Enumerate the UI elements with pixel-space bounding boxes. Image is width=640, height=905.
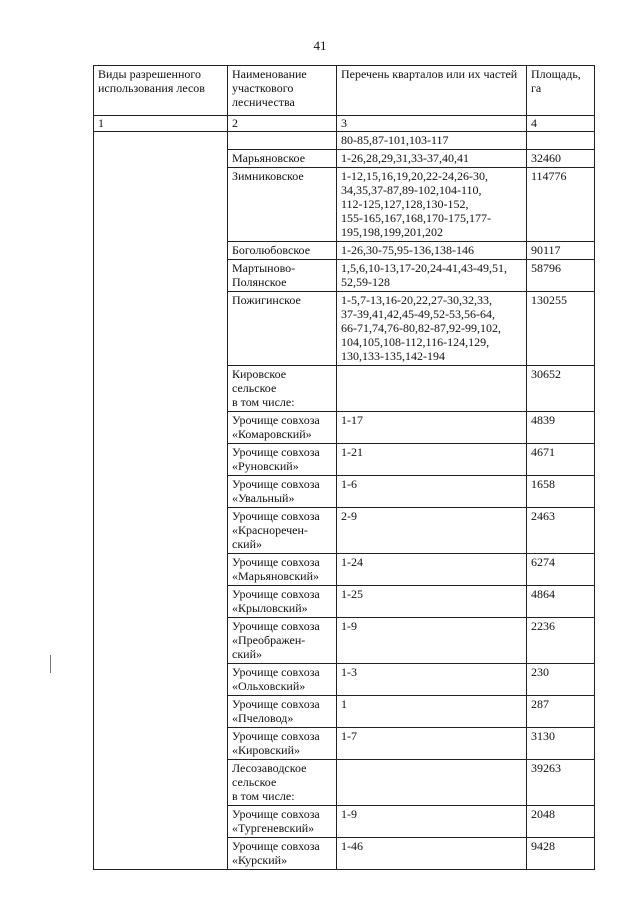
area-value: 2236 — [527, 618, 595, 664]
quarters-list: 1-26,28,29,31,33-37,40,41 — [337, 150, 527, 168]
page-number: 41 — [313, 38, 327, 53]
column-number-row — [94, 116, 595, 132]
header-row — [94, 66, 595, 116]
forest-use-type-cell — [94, 132, 228, 870]
area-value: 2048 — [527, 806, 595, 838]
quarters-list: 1-9 — [337, 806, 527, 838]
quarters-list: 1-21 — [337, 444, 527, 476]
forestry-name: Кировское сельское в том числе: — [228, 366, 337, 412]
quarters-list: 1-3 — [337, 664, 527, 696]
area-value: 4671 — [527, 444, 595, 476]
column-number-3: 3 — [337, 116, 527, 132]
forestry-name: Урочище совхоза «Кировский» — [228, 728, 337, 760]
forestry-name: Мартыново- Полянское — [228, 260, 337, 292]
quarters-list — [337, 760, 527, 806]
forestry-name: Зимниковское — [228, 168, 337, 242]
area-value: 58796 — [527, 260, 595, 292]
area-value: 2463 — [527, 508, 595, 554]
quarters-list: 1-7 — [337, 728, 527, 760]
forestry-name: Урочище совхоза «Руновский» — [228, 444, 337, 476]
quarters-list: 1-24 — [337, 554, 527, 586]
quarters-list: 1-25 — [337, 586, 527, 618]
forestry-name: Урочище совхоза «Тургеневский» — [228, 806, 337, 838]
forestry-name: Урочище совхоза «Ольховский» — [228, 664, 337, 696]
column-number-2: 2 — [228, 116, 337, 132]
quarters-list: 1 — [337, 696, 527, 728]
header-forestry-name: Наименование участкового лесничества — [228, 66, 337, 116]
quarters-list: 1-9 — [337, 618, 527, 664]
header-forest-use-type: Виды разрешенного использования лесов — [94, 66, 228, 116]
quarters-list: 1-46 — [337, 838, 527, 870]
area-value: 114776 — [527, 168, 595, 242]
forestry-name: Урочище совхоза «Увальный» — [228, 476, 337, 508]
area-value: 30652 — [527, 366, 595, 412]
quarters-list: 1-17 — [337, 412, 527, 444]
quarters-list: 2-9 — [337, 508, 527, 554]
area-value: 1658 — [527, 476, 595, 508]
continuation-area-cell — [527, 132, 595, 150]
area-value: 90117 — [527, 242, 595, 260]
area-value: 3130 — [527, 728, 595, 760]
forest-use-table — [93, 65, 595, 870]
header-area: Площадь, га — [527, 66, 595, 116]
quarters-list: 1-26,30-75,95-136,138-146 — [337, 242, 527, 260]
header-quarters-list: Перечень кварталов или их частей — [337, 66, 527, 116]
forestry-name: Урочище совхоза «Комаровский» — [228, 412, 337, 444]
column-number-4: 4 — [527, 116, 595, 132]
area-value: 130255 — [527, 292, 595, 366]
area-value: 9428 — [527, 838, 595, 870]
forestry-name: Боголюбовское — [228, 242, 337, 260]
area-value: 4839 — [527, 412, 595, 444]
area-value: 39263 — [527, 760, 595, 806]
forestry-name: Марьяновское — [228, 150, 337, 168]
forestry-name: Лесозаводское сельское в том числе: — [228, 760, 337, 806]
forestry-name: Урочище совхоза «Курский» — [228, 838, 337, 870]
forestry-name: Урочище совхоза «Пчеловод» — [228, 696, 337, 728]
area-value: 32460 — [527, 150, 595, 168]
continuation-name-cell — [228, 132, 337, 150]
column-number-1: 1 — [94, 116, 228, 132]
forestry-name: Урочище совхоза «Красноречен- ский» — [228, 508, 337, 554]
quarters-list: 1-12,15,16,19,20,22-24,26-30, 34,35,37-87,89-102,104-110, 112-125,127,128,130-152, 155-165,167,168,170-175,177- 195,198,199,201,202 — [337, 168, 527, 242]
quarters-list: 1,5,6,10-13,17-20,24-41,43-49,51, 52,59-128 — [337, 260, 527, 292]
area-value: 230 — [527, 664, 595, 696]
quarters-list: 1-6 — [337, 476, 527, 508]
area-value: 4864 — [527, 586, 595, 618]
quarters-list: 1-5,7-13,16-20,22,27-30,32,33, 37-39,41,42,45-49,52-53,56-64, 66-71,74,76-80,82-87,92-99,102, 104,105,108-112,116-124,129, 130,133-135,142-194 — [337, 292, 527, 366]
area-value: 287 — [527, 696, 595, 728]
quarters-list — [337, 366, 527, 412]
area-value: 6274 — [527, 554, 595, 586]
forestry-name: Урочище совхоза «Преображен- ский» — [228, 618, 337, 664]
forestry-name: Урочище совхоза «Крыловский» — [228, 586, 337, 618]
forestry-name: Урочище совхоза «Марьяновский» — [228, 554, 337, 586]
margin-mark — [50, 655, 51, 673]
forestry-name: Пожигинское — [228, 292, 337, 366]
continuation-row — [94, 132, 595, 150]
continuation-quarters: 80-85,87-101,103-117 — [337, 132, 527, 150]
